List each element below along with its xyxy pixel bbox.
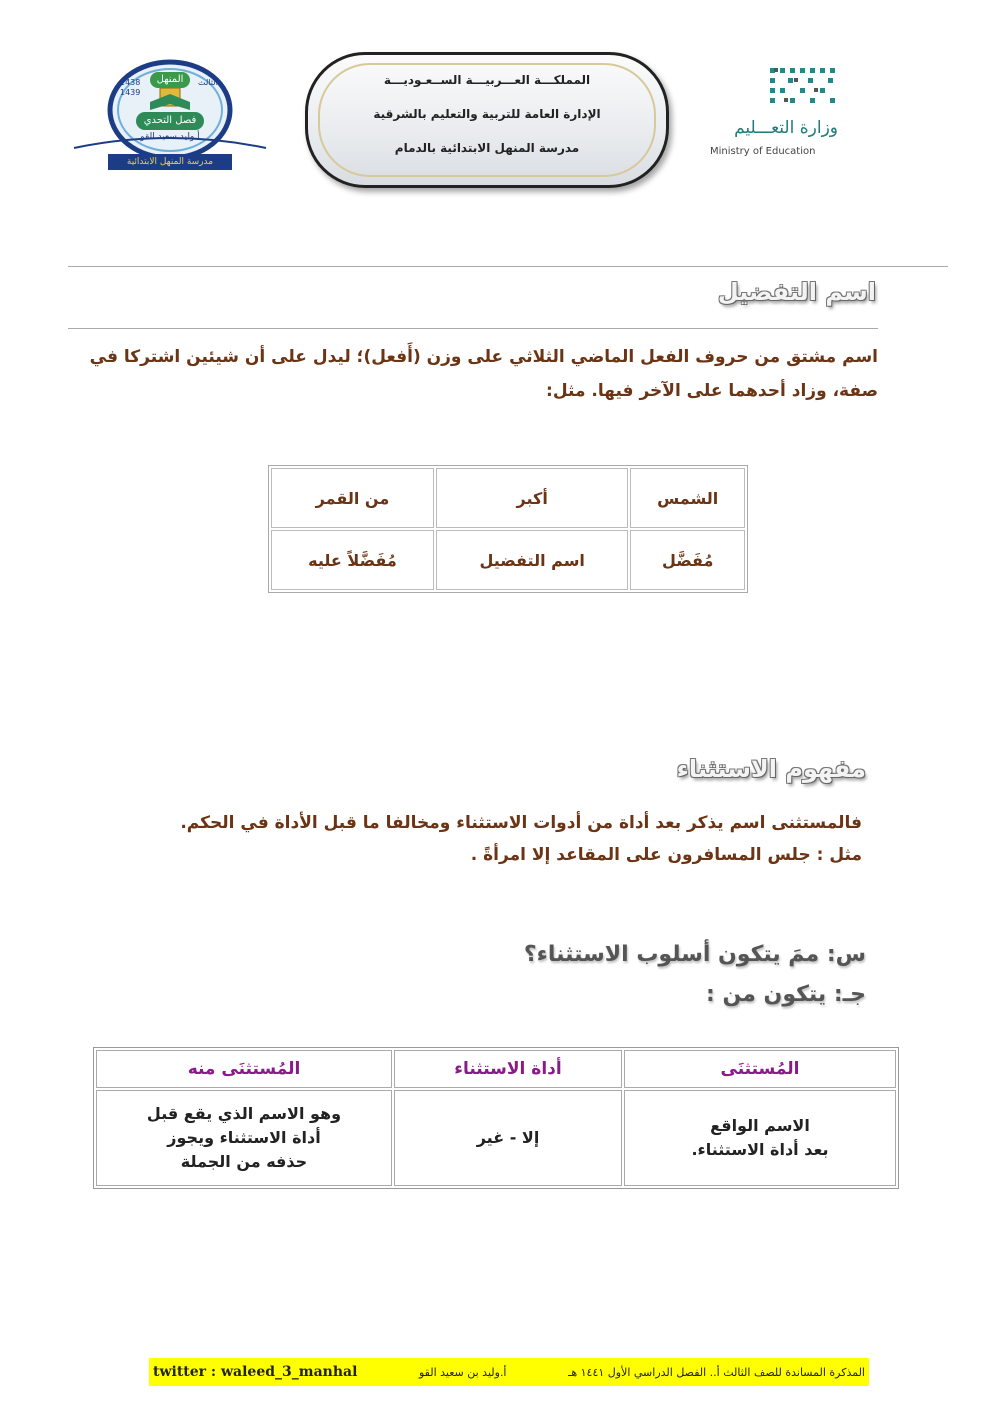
ministry-logo <box>708 66 838 162</box>
table-header: المُستثنَى <box>624 1050 896 1088</box>
exception-table <box>93 1047 899 1189</box>
header-line-3: مدرسة المنهل الابتدائية بالدمام <box>394 141 580 155</box>
table-cell: الشمس <box>630 468 745 528</box>
top-divider <box>68 266 948 267</box>
cell-line: أداة الاستثناء ويجوز <box>167 1128 321 1147</box>
section1-divider <box>68 328 878 329</box>
ministry-name-en: Ministry of Education <box>710 146 816 157</box>
cell-line: الاسم الواقع <box>710 1116 810 1135</box>
table-cell: أكبر <box>436 468 629 528</box>
cell-line: إلا - غير <box>476 1128 540 1147</box>
table-row <box>271 468 745 528</box>
table-row <box>271 530 745 590</box>
footer-twitter[interactable]: twitter : waleed_3_manhal <box>153 1364 358 1380</box>
school-logo-teacher: أ.وليد سعيد القو <box>140 132 200 142</box>
section2-title: مفهوم الاستثناء <box>676 755 866 783</box>
footer-note: المذكرة المساندة للصف الثالث أ.. الفصل الدراسي الأول ١٤٤١ هـ <box>568 1365 865 1379</box>
table-cell: من القمر <box>271 468 434 528</box>
cell-line: حذفه من الجملة <box>180 1152 308 1171</box>
section2-example: مثل : جلس المسافرون على المقاعد إلا امرأةً . <box>470 845 862 865</box>
school-logo-year-2: 1439 <box>120 88 141 97</box>
table-cell <box>394 1090 622 1186</box>
section2-definition: فالمستثنى اسم يذكر بعد أداة من أدوات الاستثناء ومخالفا ما قبل الأداة في الحكم. <box>180 813 862 833</box>
table-cell: اسم التفضيل <box>436 530 629 590</box>
school-logo-class: فصل التحدي <box>136 112 204 130</box>
school-logo <box>72 58 268 174</box>
footer-author: أ.وليد بن سعيد القو <box>418 1365 507 1379</box>
section1-body: اسم مشتق من حروف الفعل الماضي الثلاثي على وزن (أَفعل)؛ ليدل على أن شيئين اشتركا في صفة، وزاد أحدهما على الآخر فيها. مثل: <box>89 347 878 401</box>
example-table <box>268 465 748 593</box>
header-line-2: الإدارة العامة للتربية والتعليم بالشرقية <box>373 107 601 121</box>
cell-line: وهو الاسم الذي يقع قبل <box>146 1104 342 1123</box>
table-header: أداة الاستثناء <box>394 1050 622 1088</box>
school-logo-year-1: 1438 <box>120 78 141 87</box>
school-logo-top: المنهل <box>150 72 190 88</box>
section1-title: اسم التفضيل <box>717 278 876 306</box>
ministry-name-ar: وزارة التعـــليم <box>734 118 838 138</box>
footer-bar <box>149 1358 869 1386</box>
answer-text: جـ: يتكون من : <box>706 982 866 1007</box>
header-line-1: المملكـــة العـــربيـــة الســعـوديـــة <box>383 73 591 87</box>
question-text: س: ممَ يتكون أسلوب الاستثناء؟ <box>523 942 866 967</box>
table-row <box>96 1090 896 1186</box>
table-cell: مُفَضَّل <box>630 530 745 590</box>
table-header: المُستثنَى منه <box>96 1050 392 1088</box>
table-cell: مُفَضَّلاً عليه <box>271 530 434 590</box>
table-header-row <box>96 1050 896 1088</box>
table-cell <box>624 1090 896 1186</box>
header-box <box>305 52 669 188</box>
school-logo-banner: مدرسة المنهل الابتدائية <box>108 154 232 170</box>
cell-line: بعد أداة الاستثناء. <box>691 1140 829 1159</box>
school-logo-grade: الثالث <box>198 78 218 87</box>
table-cell <box>96 1090 392 1186</box>
